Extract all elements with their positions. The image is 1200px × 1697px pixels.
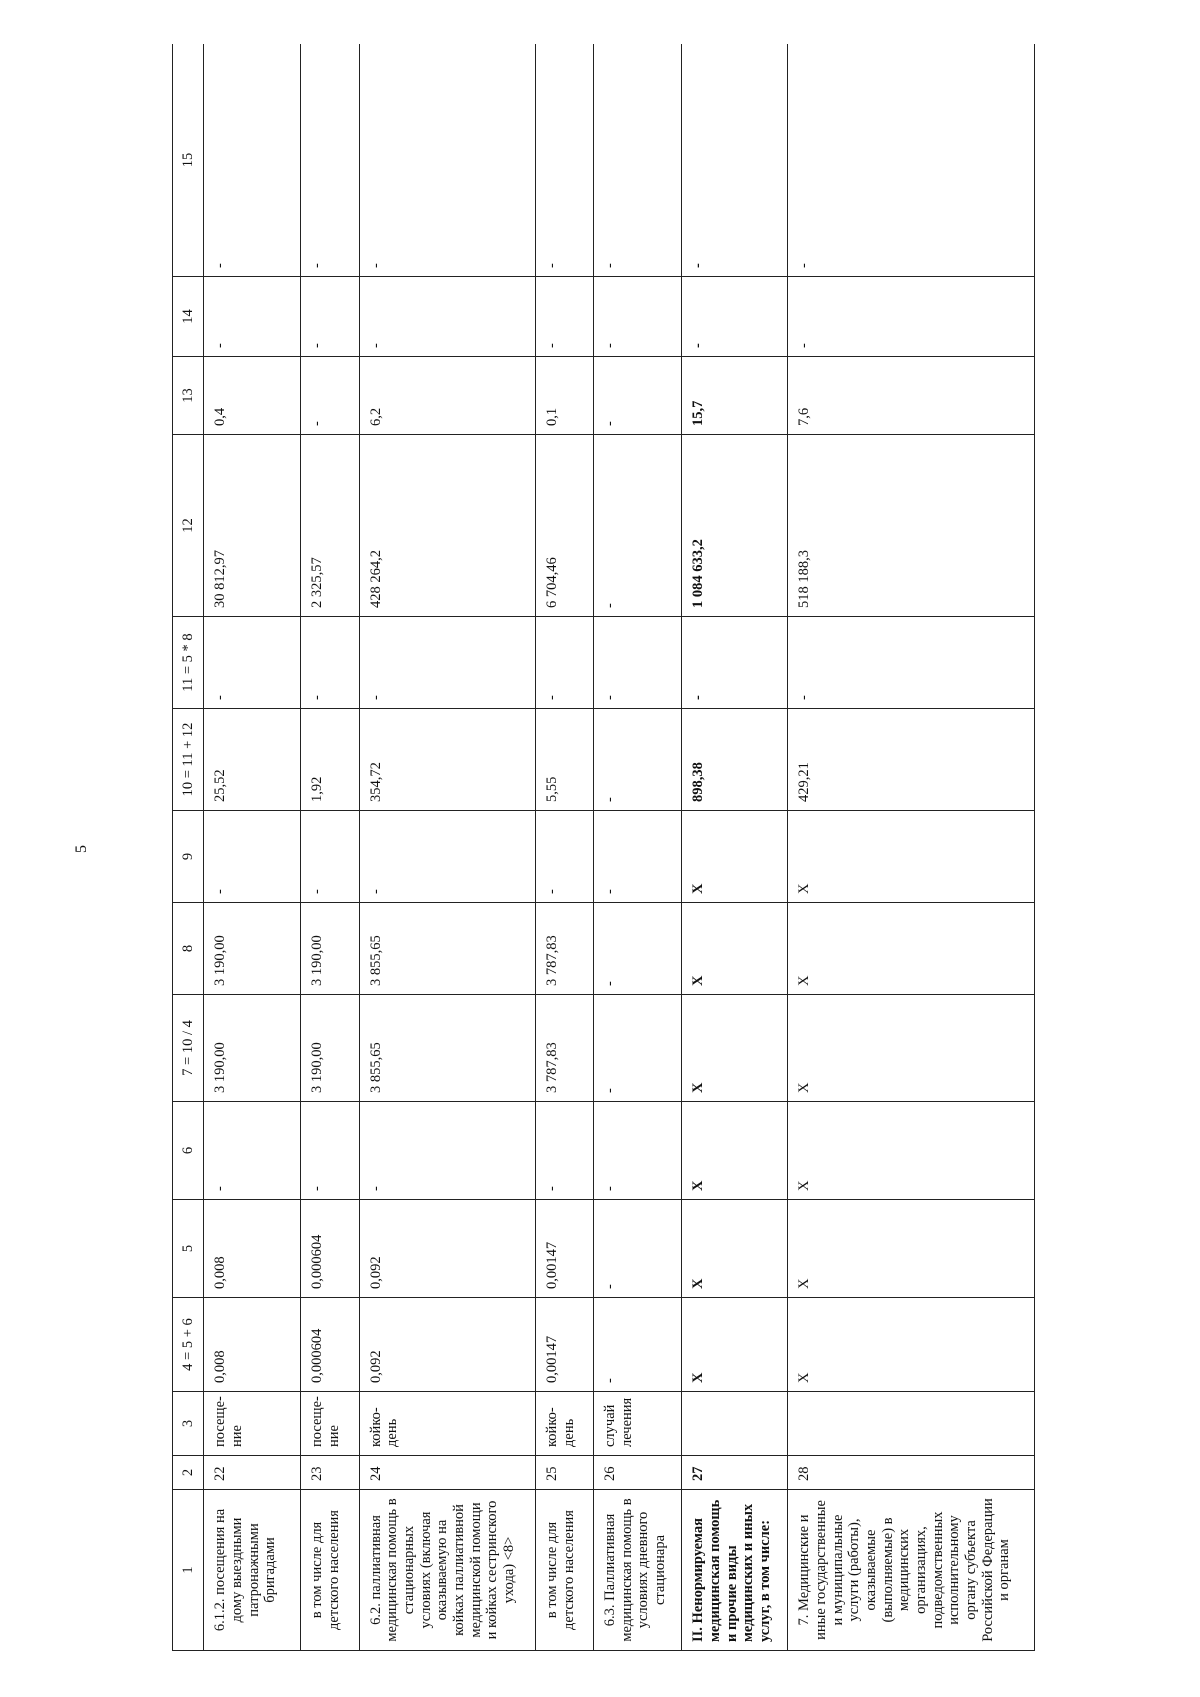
header-cell: 3	[173, 1392, 204, 1456]
table-cell: 0,008	[204, 1200, 301, 1298]
table-cell: -	[204, 1102, 301, 1200]
table-cell: 429,21	[788, 709, 1035, 811]
table-cell: X	[788, 1102, 1035, 1200]
table-row	[593, 44, 681, 1651]
table-cell: 0,092	[359, 1298, 535, 1392]
header-cell: 13	[173, 357, 204, 435]
header-cell: 7 = 10 / 4	[173, 995, 204, 1102]
table-cell: 28	[788, 1456, 1035, 1490]
table-row	[359, 44, 535, 1651]
table-cell: -	[593, 277, 681, 357]
table-row	[788, 44, 1035, 1651]
row-label-cell: II. Ненормируемая медицинская помощь и прочие виды медицинских и иных услуг, в том числе:	[682, 1490, 788, 1651]
table-cell: -	[593, 995, 681, 1102]
table-cell: -	[788, 44, 1035, 277]
table-cell: 3 190,00	[204, 995, 301, 1102]
table-cell: -	[359, 811, 535, 903]
table-cell: случай лечения	[593, 1392, 681, 1456]
table-cell: посеще-ние	[204, 1392, 301, 1456]
header-cell: 14	[173, 277, 204, 357]
table-cell: 0,00147	[535, 1200, 593, 1298]
table-cell: X	[682, 995, 788, 1102]
table-cell: X	[788, 811, 1035, 903]
table-cell: 0,000604	[301, 1298, 359, 1392]
row-label-cell: 7. Медицинские и иные государственные и муниципальные услуги (работы), оказываемые (выполняемые) в медицинских организациях, подведомственных исполнительному органу субъекта Российской Федерации и органам	[788, 1490, 1035, 1651]
table-cell: 518 188,3	[788, 435, 1035, 617]
table-cell: 7,6	[788, 357, 1035, 435]
header-cell: 11 = 5 * 8	[173, 617, 204, 709]
table-cell: -	[682, 617, 788, 709]
table-cell	[682, 1392, 788, 1456]
table-cell: 0,092	[359, 1200, 535, 1298]
table-cell: -	[301, 44, 359, 277]
table-cell: 3 787,83	[535, 903, 593, 995]
table-cell: -	[535, 1102, 593, 1200]
table-cell: -	[204, 44, 301, 277]
table-cell: -	[593, 357, 681, 435]
header-cell: 4 = 5 + 6	[173, 1298, 204, 1392]
table-cell: -	[301, 1102, 359, 1200]
table-cell: -	[301, 357, 359, 435]
table-cell: 0,00147	[535, 1298, 593, 1392]
table-cell: 27	[682, 1456, 788, 1490]
table-cell: -	[301, 811, 359, 903]
table-cell	[788, 1392, 1035, 1456]
header-cell: 6	[173, 1102, 204, 1200]
table-cell: -	[788, 277, 1035, 357]
table-cell: 1,92	[301, 709, 359, 811]
table-cell: 428 264,2	[359, 435, 535, 617]
table-cell: 15,7	[682, 357, 788, 435]
table-row	[301, 44, 359, 1651]
table-cell: -	[593, 44, 681, 277]
table-cell: -	[682, 44, 788, 277]
table-cell: X	[788, 1298, 1035, 1392]
table-body	[204, 44, 1035, 1651]
table-cell: -	[204, 811, 301, 903]
table-cell: -	[301, 277, 359, 357]
table-cell: 0,000604	[301, 1200, 359, 1298]
table-cell: -	[359, 44, 535, 277]
table-cell: 0,1	[535, 357, 593, 435]
rotated-table-area	[172, 44, 1035, 1651]
table-row	[682, 44, 788, 1651]
table-cell: X	[682, 811, 788, 903]
table-cell: 23	[301, 1456, 359, 1490]
table-cell: -	[359, 277, 535, 357]
table-cell: 3 190,00	[301, 995, 359, 1102]
table-cell: -	[301, 617, 359, 709]
table-cell: 0,008	[204, 1298, 301, 1392]
table-cell: -	[593, 1102, 681, 1200]
header-cell: 10 = 11 + 12	[173, 709, 204, 811]
table-cell: X	[788, 903, 1035, 995]
header-cell: 8	[173, 903, 204, 995]
table-cell: 3 855,65	[359, 903, 535, 995]
table-cell: -	[682, 277, 788, 357]
table-cell: X	[682, 1102, 788, 1200]
table-cell: -	[204, 277, 301, 357]
table-cell: 5,55	[535, 709, 593, 811]
table-cell: 2 325,57	[301, 435, 359, 617]
table-cell: -	[204, 617, 301, 709]
table-cell: 3 190,00	[204, 903, 301, 995]
table-cell: 6,2	[359, 357, 535, 435]
table-cell: -	[593, 617, 681, 709]
row-label-cell: 6.2. паллиативная медицинская помощь в стационарных условиях (включая оказываемую на койках паллиативной медицинской помощи и койках сестринского ухода) <8>	[359, 1490, 535, 1651]
tariff-table	[172, 44, 1035, 1651]
table-cell: койко-день	[359, 1392, 535, 1456]
table-cell: -	[593, 709, 681, 811]
table-container	[172, 44, 1035, 1651]
table-cell: -	[535, 44, 593, 277]
table-cell: -	[788, 617, 1035, 709]
header-cell: 12	[173, 435, 204, 617]
table-cell: койко-день	[535, 1392, 593, 1456]
table-cell: -	[593, 435, 681, 617]
table-cell: -	[535, 811, 593, 903]
table-row	[535, 44, 593, 1651]
table-cell: 30 812,97	[204, 435, 301, 617]
table-cell: X	[788, 1200, 1035, 1298]
row-label-cell: в том числе для детского населения	[535, 1490, 593, 1651]
table-cell: -	[359, 617, 535, 709]
table-cell: 0,4	[204, 357, 301, 435]
table-cell: 26	[593, 1456, 681, 1490]
table-cell: -	[593, 1200, 681, 1298]
table-cell: 22	[204, 1456, 301, 1490]
table-cell: -	[593, 1298, 681, 1392]
header-cell: 2	[173, 1456, 204, 1490]
table-cell: 3 190,00	[301, 903, 359, 995]
table-cell: посеще-ние	[301, 1392, 359, 1456]
header-cell: 15	[173, 44, 204, 277]
table-cell: -	[535, 277, 593, 357]
table-cell: X	[682, 1298, 788, 1392]
header-cell: 1	[173, 1490, 204, 1651]
table-cell: 6 704,46	[535, 435, 593, 617]
table-cell: 3 787,83	[535, 995, 593, 1102]
table-row	[204, 44, 301, 1651]
row-label-cell: 6.3. Паллиативная медицинская помощь в условиях дневного стационара	[593, 1490, 681, 1651]
table-cell: X	[682, 1200, 788, 1298]
header-cell: 9	[173, 811, 204, 903]
table-cell: 25	[535, 1456, 593, 1490]
table-cell: 24	[359, 1456, 535, 1490]
table-cell: X	[788, 995, 1035, 1102]
table-cell: 25,52	[204, 709, 301, 811]
header-cell: 5	[173, 1200, 204, 1298]
table-cell: -	[359, 1102, 535, 1200]
page-number: 5	[73, 845, 90, 853]
row-label-cell: 6.1.2. посещения на дому выездными патронажными бригадами	[204, 1490, 301, 1651]
header-row	[173, 44, 204, 1651]
table-cell: 1 084 633,2	[682, 435, 788, 617]
table-cell: -	[535, 617, 593, 709]
table-cell: X	[682, 903, 788, 995]
table-cell: 3 855,65	[359, 995, 535, 1102]
table-cell: 354,72	[359, 709, 535, 811]
row-label-cell: в том числе для детского населения	[301, 1490, 359, 1651]
table-cell: -	[593, 811, 681, 903]
table-cell: -	[593, 903, 681, 995]
table-cell: 898,38	[682, 709, 788, 811]
